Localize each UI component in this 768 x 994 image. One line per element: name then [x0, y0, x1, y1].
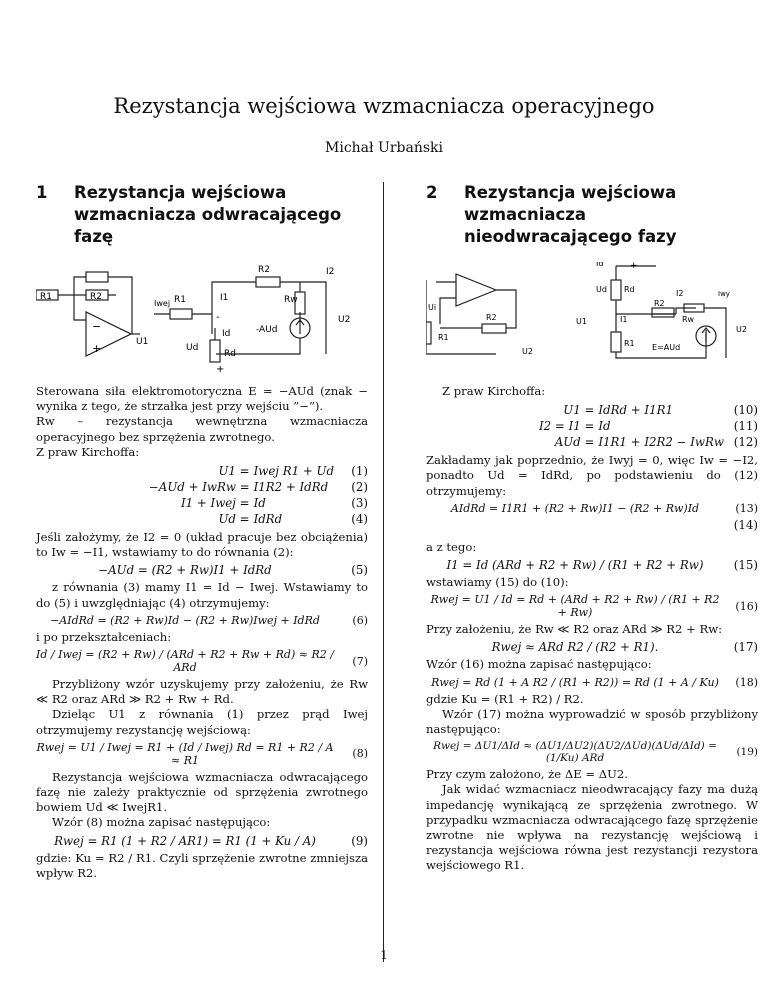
svg-text:U2: U2	[338, 315, 351, 325]
svg-text:R1: R1	[174, 295, 186, 305]
svg-text:+: +	[216, 364, 225, 374]
svg-text:Rw: Rw	[284, 295, 298, 305]
equation-block-1-4: U1 = Iwej R1 + Ud (1) −AUd + IwRw = I1R2 + IdRd (2) I1 + Iwej = Id (3) Ud = IdRd (4)	[148, 464, 368, 527]
svg-text:I2: I2	[676, 289, 684, 298]
small-opamp-schematic	[36, 272, 140, 356]
section-1-heading: 1 Rezystancja wejściowa wzmacniacza odwracającego fazę	[36, 183, 342, 246]
svg-text:−: −	[92, 320, 102, 333]
paragraph: a z tego:	[426, 539, 477, 554]
noninverting-amplifier-circuit-figure	[426, 262, 758, 372]
svg-text:I1: I1	[220, 293, 229, 303]
svg-text:I2: I2	[326, 267, 335, 277]
equation-15: I1 = Id (ARd + R2 + Rw) / (R1 + R2 + Rw) (15)	[446, 558, 758, 573]
equation-13: AIdRd = I1R1 + (R2 + Rw)I1 − (R2 + Rw)Id (13)	[450, 501, 758, 515]
author: Michał Urbański	[325, 140, 443, 156]
svg-text:I1: I1	[620, 315, 628, 324]
equation-9: Rwej = R1 (1 + R2 / AR1) = R1 (1 + Ku / A) (9)	[54, 833, 368, 848]
paragraph: gdzie: Ku = R2 / R1. Czyli sprzężenie zwrotne zmniejsza wpływ R2.	[36, 850, 368, 880]
section-2-heading: 2 Rezystancja wejściowa wzmacniacza nieodwracającego fazy	[426, 183, 677, 246]
paragraph: z równania (3) mamy I1 = Id − Iwej. Wstawiamy to do (5) i uwzględniając (4) otrzymujemy:	[36, 580, 368, 610]
paragraph: Rezystancja wejściowa wzmacniacza odwracającego fazę nie zależy praktycznie od sprzężenia zwrotnego bowiem Ud ≪ IwejR1.	[36, 769, 368, 815]
svg-text:Id: Id	[596, 262, 604, 268]
svg-text:R1: R1	[438, 333, 449, 342]
paragraph: Przy założeniu, że Rw ≪ R2 oraz ARd ≫ R2 + Rw:	[426, 622, 723, 637]
paragraph: Dzieląc U1 z równania (1) przez prąd Iwej otrzymujemy rezystancję wejściową:	[36, 707, 368, 737]
paragraph: Przy czym założono, że ΔE = ΔU2.	[426, 767, 628, 782]
paragraph: Jeśli założymy, że I2 = 0 (układ pracuje bez obciążenia) to Iw = −I1, wstawiamy to do równania (2):	[36, 530, 368, 560]
paragraph: Wzór (8) można zapisać następująco:	[52, 815, 271, 830]
equation-14: (14)	[733, 517, 758, 532]
svg-text:R2: R2	[90, 292, 102, 302]
equation-16: Rwej = U1 / Id = Rd + (ARd + R2 + Rw) / (R1 + R2 + Rw) (16)	[430, 593, 758, 620]
svg-text:Iwy: Iwy	[718, 290, 730, 298]
svg-text:Ud: Ud	[186, 343, 199, 353]
svg-text:R2: R2	[486, 313, 497, 322]
svg-text:U2: U2	[736, 325, 747, 334]
equation-18: Rwej = Rd (1 + A R2 / (R1 + R2)) = Rd (1 + A / Ku) (18)	[431, 675, 758, 689]
left-column	[36, 182, 368, 881]
paragraph: Rw – rezystancja wewnętrzna wzmacniacza operacyjnego bez sprzężenia zwrotnego.	[36, 414, 368, 444]
svg-text:R1: R1	[40, 292, 52, 302]
right-column	[426, 182, 758, 874]
svg-text:R1: R1	[624, 339, 635, 348]
paragraph: Z praw Kirchoffa:	[36, 444, 140, 459]
paragraph: gdzie Ku = (R1 + R2) / R2.	[426, 691, 584, 706]
paragraph: Wzór (16) można zapisać następująco:	[426, 657, 652, 672]
svg-text:U1: U1	[136, 337, 149, 347]
svg-text:Ud: Ud	[596, 285, 607, 294]
column-divider	[383, 182, 384, 962]
svg-text:E=AUd: E=AUd	[652, 343, 681, 352]
svg-text:R2: R2	[258, 265, 270, 275]
page-number: 1	[380, 948, 388, 962]
inverting-amplifier-circuit-figure	[36, 262, 368, 374]
equation-5: −AUd = (R2 + Rw)I1 + IdRd (5)	[98, 563, 368, 578]
equation-7: Id / Iwej = (R2 + Rw) / (ARd + R2 + Rw + Rd) ≈ R2 / ARd (7)	[36, 648, 368, 675]
svg-text:Rw: Rw	[682, 315, 695, 324]
small-noninv-schematic	[426, 274, 516, 354]
equation-17: Rwej ≈ ARd R2 / (R2 + R1). (17)	[491, 640, 758, 655]
paragraph: Jak widać wzmacniacz nieodwracający fazy ma dużą impedancję wynikającą ze sprzężenia zwrotnego. W przypadku wzmacniacza odwracającego fazę sprzężenie zwrotne nie wpływa na rezystancję wejściową i rezystancja wejściowa równa jest rezystancji rezystora wejściowego R1.	[426, 782, 758, 873]
svg-text:U1: U1	[576, 317, 587, 326]
svg-text:-AUd: -AUd	[256, 325, 278, 335]
svg-text:+: +	[92, 342, 102, 355]
svg-text:Ui: Ui	[428, 303, 437, 312]
paragraph: Wzór (17) można wyprowadzić w sposób przybliżony następująco:	[426, 706, 758, 737]
svg-text:Rd: Rd	[224, 349, 236, 359]
paragraph: Sterowana siła elektromotoryczna E = −AUd (znak − wynika z tego, że strzałka jest przy wejściu ”−”).	[36, 384, 368, 414]
paragraph: wstawiamy (15) do (10):	[426, 575, 569, 590]
paper-title: Rezystancja wejściowa wzmacniacza operacyjnego	[113, 94, 655, 118]
paragraph: i po przekształceniach:	[36, 629, 172, 644]
equation-19: Rwej = ΔU1/ΔId ≈ (ΔU1/ΔU2)(ΔU2/ΔUd)(ΔUd/ΔId) = (1/Ku) ARd (19)	[433, 740, 758, 765]
equation-6: −AIdRd = (R2 + Rw)Id − (R2 + Rw)Iwej + IdRd (6)	[50, 613, 368, 627]
equation-8: Rwej = U1 / Iwej = R1 + (Id / Iwej) Rd = R1 + R2 / A ≈ R1 (8)	[36, 740, 368, 767]
paragraph: Z praw Kirchoffa:	[442, 384, 546, 398]
svg-text:+: +	[630, 262, 638, 271]
svg-text:-: -	[216, 312, 220, 323]
svg-text:Iwej: Iwej	[154, 299, 171, 308]
equation-block-10-12: U1 = IdRd + I1R1 (10) I2 = I1 = Id (11) AUd = I1R1 + I2R2 − IwRw (12)	[539, 403, 758, 450]
paragraph: Przybliżony wzór uzyskujemy przy założeniu, że Rw ≪ R2 oraz ARd ≫ R2 + Rw + Rd.	[36, 677, 368, 707]
paragraph: Zakładamy jak poprzednio, że Iwyj = 0, więc Iw = −I2, ponadto Ud = IdRd, po podstawieniu do (12) otrzymujemy:	[426, 453, 758, 498]
svg-text:Id: Id	[222, 329, 231, 339]
svg-text:Rd: Rd	[624, 285, 635, 294]
svg-text:U2: U2	[522, 347, 533, 356]
svg-text:R2: R2	[654, 299, 665, 308]
